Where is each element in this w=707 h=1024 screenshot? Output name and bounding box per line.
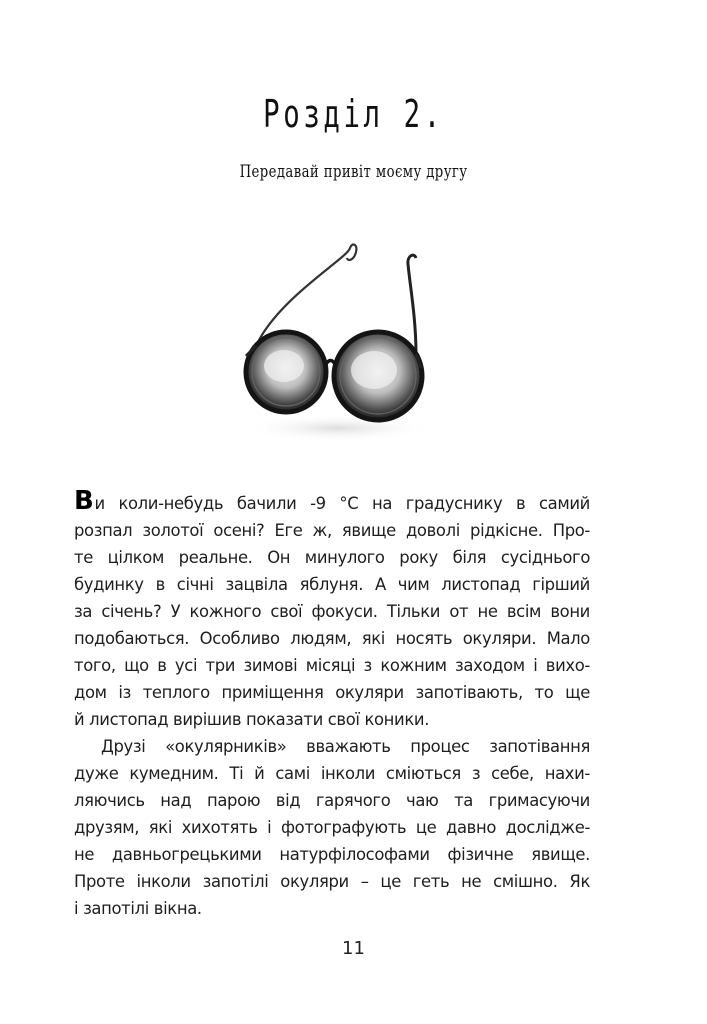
chapter-title: Розділ 2. [263,92,444,136]
text-line: дом із теплого приміщення окуляри запотівають, то ще [74,683,590,702]
page-number: 11 [342,938,365,959]
body-text [74,486,590,922]
text-line: ляючись над парою від гарячого чаю та гримасуючи [74,791,590,810]
text-line: те цілком реальне. Он минулого року біля сусіднього [74,548,590,567]
text-line: Друзі «окулярників» вважають процес запотівання [101,737,590,756]
text-line: за січень? У кожного свої фокуси. Тільки от не всім вони [74,602,590,621]
chapter-subtitle: Передавай привіт моєму другу [239,162,468,182]
text-line: Проте інколи запотілі окуляри – це геть не смішно. Як [74,872,590,891]
text-line: не давньогрецькими натурфілософами фізичне явище. [74,845,590,864]
text-line: дуже кумедним. Ті й самі інколи сміються з себе, нахи- [74,764,590,783]
text-line: і запотілі вікна. [74,899,202,918]
text-line: Ви коли-небудь бачили -9 °С на градуснику в самий [74,486,590,516]
text-line: друзям, які хихотять і фотографують це давно дослідже- [74,818,590,837]
text-line: того, що в усі три зимові місяці з кожним заходом і вихо- [74,656,590,675]
text-line: й листопад вирішив показати свої коники. [74,710,430,729]
glasses-icon [228,238,468,450]
text-line: розпал золотої осені? Еге ж, явище доволі рідкісне. Про- [74,521,590,540]
text-line: подобаються. Особливо людям, які носять окуляри. Мало [74,629,590,648]
drop-cap: В [74,486,94,516]
text-line: будинку в січні зацвіла яблуня. А чим листопад гірший [74,575,590,594]
